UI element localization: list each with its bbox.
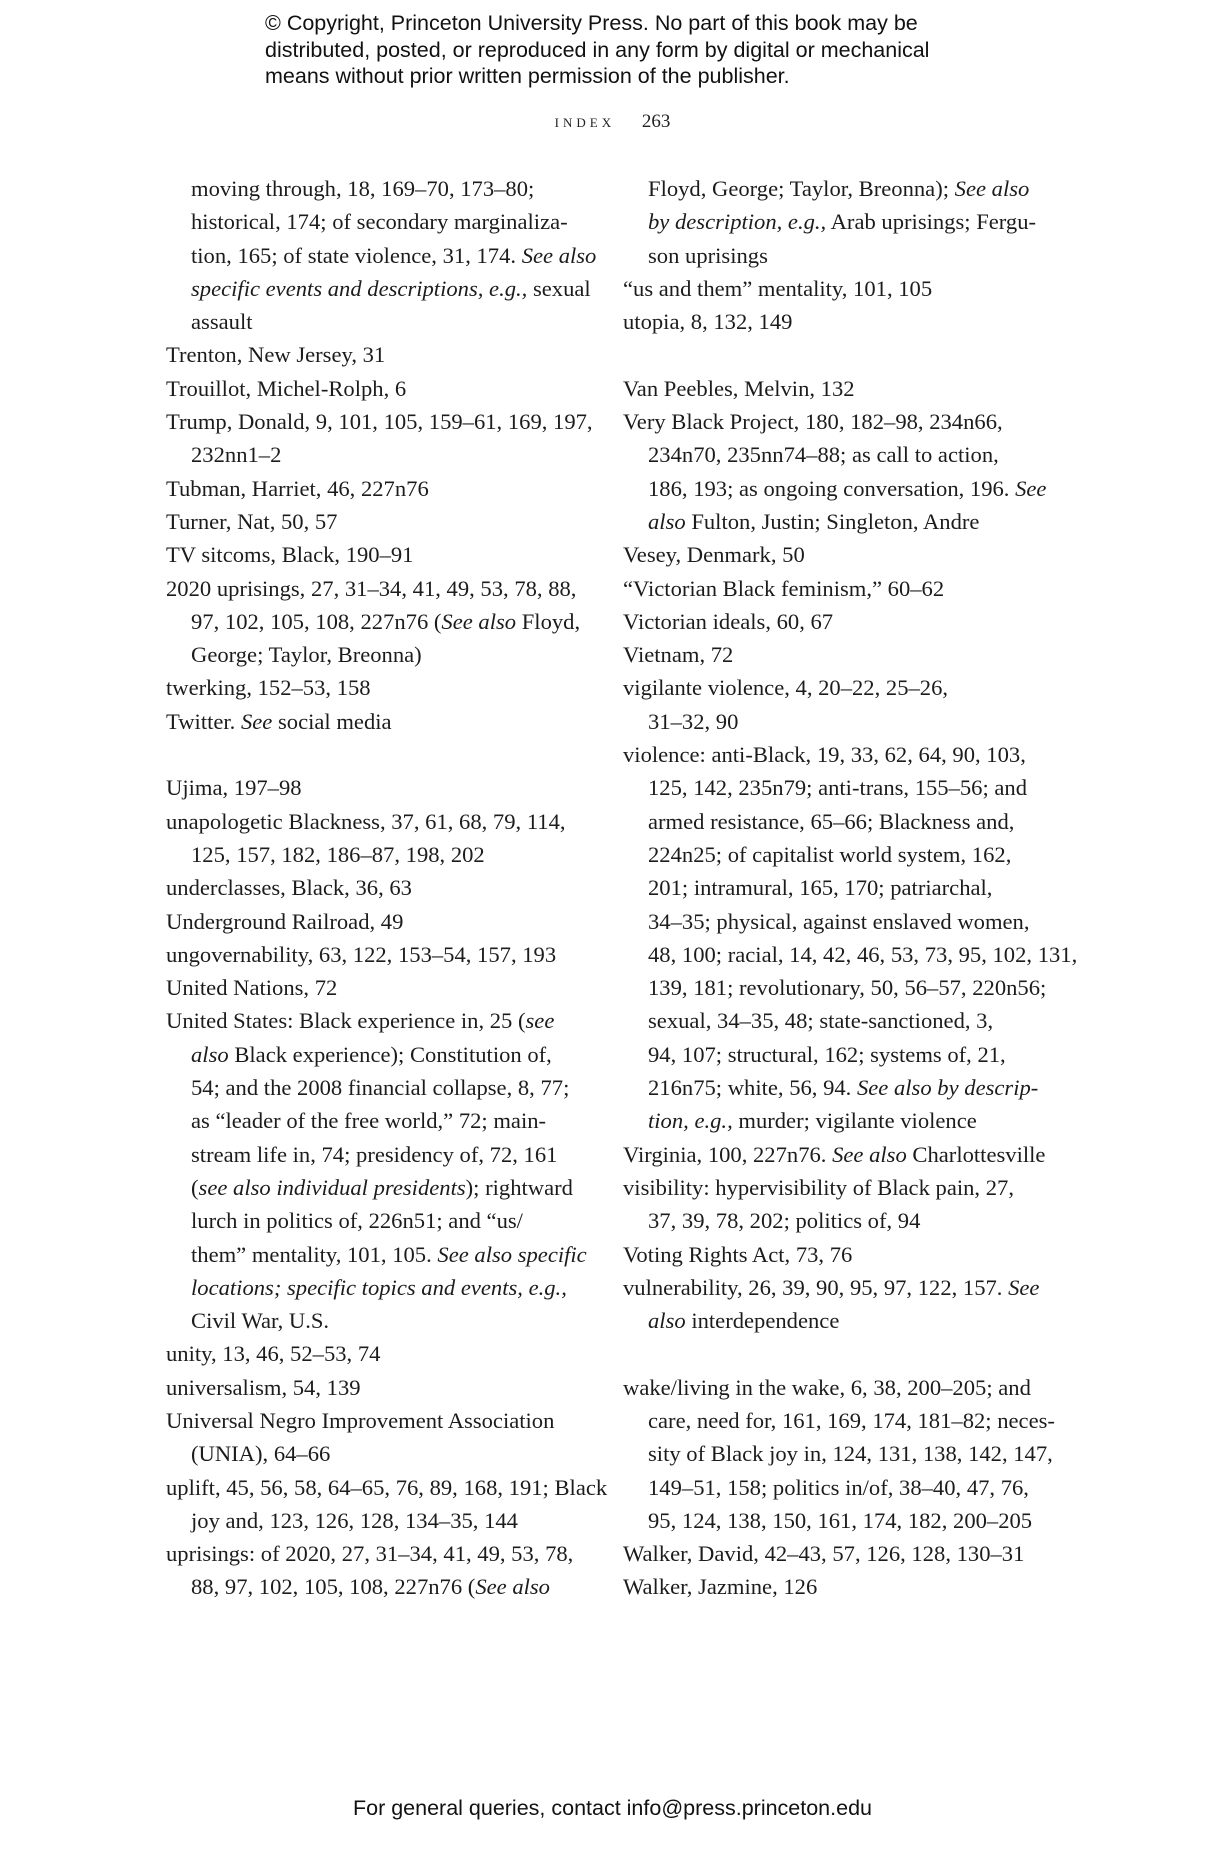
index-entry — [166, 405, 593, 438]
index-entry-continuation — [166, 1071, 586, 1104]
index-entry — [623, 1271, 1043, 1304]
index-entry — [166, 1371, 586, 1404]
index-text: 54; and the 2008 financial collapse, 8, 77; — [191, 1075, 570, 1101]
index-entry — [166, 1471, 608, 1504]
index-spacer — [623, 338, 1043, 371]
copyright-line: means without prior written permission of the publisher. — [265, 64, 790, 88]
index-text: 149–51, 158; politics in/of, 38–40, 47, 76, — [648, 1474, 1029, 1500]
index-text: Turner, Nat, 50, 57 — [166, 508, 338, 534]
index-text: son uprisings — [648, 242, 768, 268]
index-cross-reference: also — [648, 1308, 686, 1334]
index-cross-reference: by description, e.g., — [648, 209, 827, 235]
index-entry-continuation — [623, 1204, 1043, 1237]
index-text: vigilante violence, 4, 20–22, 25–26, — [623, 675, 949, 701]
index-text: Twitter. — [166, 708, 241, 734]
index-text: Arab uprisings; Fergu- — [826, 209, 1037, 235]
index-text: “us and them” mentality, 101, 105 — [623, 275, 933, 301]
footer-contact: For general queries, contact info@press.princeton.edu — [352, 1796, 872, 1820]
index-entry-continuation — [623, 1404, 1055, 1437]
index-entry-continuation — [623, 1038, 1043, 1071]
index-text: Ujima, 197–98 — [166, 775, 302, 801]
index-text: sexual, 34–35, 48; state-sanctioned, 3, — [648, 1008, 994, 1034]
index-entry-continuation — [166, 205, 586, 238]
index-entry-continuation — [166, 272, 591, 305]
index-text: TV sitcoms, Black, 190–91 — [166, 542, 414, 568]
index-text: sity of Black joy in, 124, 131, 138, 142, 147, — [648, 1441, 1053, 1467]
index-entry — [623, 1371, 1043, 1404]
index-entry — [166, 505, 586, 538]
index-entry — [623, 1171, 1043, 1204]
index-entry — [623, 605, 1043, 638]
index-column-right — [623, 172, 1078, 1604]
index-text: 201; intramural, 165, 170; patriarchal, — [648, 875, 993, 901]
index-entry-continuation — [166, 1304, 586, 1337]
index-entry — [623, 572, 1043, 605]
index-text: Van Peebles, Melvin, 132 — [623, 375, 855, 401]
index-cross-reference: See also — [441, 608, 517, 634]
index-entry-continuation — [623, 905, 1043, 938]
index-entry — [623, 1238, 1043, 1271]
index-text: 37, 39, 78, 202; politics of, 94 — [648, 1208, 921, 1234]
index-entry — [623, 1570, 1043, 1603]
index-entry-continuation — [623, 172, 1043, 205]
index-text: 186, 193; as ongoing conversation, 196. — [648, 475, 1016, 501]
index-text: Floyd, George; Taylor, Breonna); — [648, 176, 955, 201]
index-entry-continuation — [166, 1437, 586, 1470]
index-text: universalism, 54, 139 — [166, 1374, 361, 1400]
index-entry-continuation — [166, 1138, 586, 1171]
index-cross-reference: see — [525, 1008, 555, 1034]
index-entry — [166, 938, 586, 971]
index-cross-reference: also — [191, 1041, 229, 1067]
index-text: Trouillot, Michel-Rolph, 6 — [166, 375, 407, 401]
index-cross-reference: See also — [954, 176, 1030, 201]
index-text: Black experience); Constitution of, — [228, 1041, 552, 1067]
index-text: 216n75; white, 56, 94. — [648, 1075, 857, 1101]
index-entry-continuation — [623, 805, 1043, 838]
index-entry — [166, 1404, 586, 1437]
index-entry — [166, 538, 586, 571]
index-text: “Victorian Black feminism,” 60–62 — [623, 575, 945, 601]
index-entry-continuation — [166, 1038, 586, 1071]
copyright-line: © Copyright, Princeton University Press. No part of this book may be — [265, 11, 918, 35]
index-text: uplift, 45, 56, 58, 64–65, 76, 89, 168, 191; Black — [166, 1474, 608, 1500]
index-entry-continuation — [166, 1204, 586, 1237]
index-cross-reference: See also specific — [437, 1241, 587, 1267]
index-entry — [166, 971, 586, 1004]
index-entry — [623, 1537, 1043, 1570]
index-text: historical, 174; of secondary marginaliza- — [191, 209, 568, 235]
index-cross-reference: See — [240, 708, 273, 734]
index-entry — [623, 1138, 1046, 1171]
index-text: sexual — [527, 275, 591, 301]
index-text: utopia, 8, 132, 149 — [623, 309, 793, 335]
index-text: as “leader of the free world,” 72; main- — [191, 1108, 547, 1134]
index-text: Charlottesville — [906, 1141, 1046, 1167]
index-text: United Nations, 72 — [166, 975, 338, 1001]
index-entry-continuation — [623, 505, 1043, 538]
index-text: Voting Rights Act, 73, 76 — [623, 1241, 853, 1267]
index-text: violence: anti-Black, 19, 33, 62, 64, 90, 103, — [623, 742, 1026, 768]
index-entry-continuation — [623, 472, 1047, 505]
index-text: 34–35; physical, against enslaved women, — [648, 908, 1030, 934]
index-entry-continuation — [623, 438, 1043, 471]
index-text: Virginia, 100, 227n76. — [623, 1141, 833, 1167]
index-text: Very Black Project, 180, 182–98, 234n66, — [623, 409, 1003, 435]
index-text: armed resistance, 65–66; Blackness and, — [648, 808, 1015, 834]
index-entry — [166, 771, 586, 804]
index-text: Trump, Donald, 9, 101, 105, 159–61, 169, 197, — [166, 409, 593, 435]
index-entry-continuation — [166, 605, 586, 638]
index-entry-continuation — [166, 305, 586, 338]
index-entry-continuation — [623, 705, 1043, 738]
running-head — [0, 111, 1225, 133]
index-text: joy and, 123, 126, 128, 134–35, 144 — [191, 1507, 518, 1533]
index-cross-reference: See — [1008, 1274, 1040, 1300]
index-entry-continuation — [623, 771, 1043, 804]
index-entry-continuation — [623, 938, 1078, 971]
index-entry-continuation — [623, 1004, 1043, 1037]
index-entry — [623, 538, 1043, 571]
index-cross-reference: see also individual presidents — [198, 1174, 466, 1200]
copyright-notice — [265, 10, 1025, 90]
index-entry-continuation — [166, 638, 586, 671]
index-text: Underground Railroad, 49 — [166, 908, 404, 934]
index-text: 125, 157, 182, 186–87, 198, 202 — [191, 841, 485, 867]
index-text: 125, 142, 235n79; anti-trans, 155–56; and — [648, 775, 1028, 801]
index-text: social media — [272, 708, 392, 734]
index-cross-reference: See also — [521, 242, 597, 268]
index-entry-continuation — [166, 1271, 586, 1304]
index-entry-continuation — [623, 1304, 1043, 1337]
index-text: uprisings: of 2020, 27, 31–34, 41, 49, 53, 78, — [166, 1541, 574, 1567]
index-text: them” mentality, 101, 105. — [191, 1241, 438, 1267]
index-entry-continuation — [166, 172, 586, 205]
index-entry — [166, 871, 586, 904]
index-text: (UNIA), 64–66 — [191, 1441, 331, 1467]
index-text: 95, 124, 138, 150, 161, 174, 182, 200–205 — [648, 1507, 1033, 1533]
index-text: 2020 uprisings, 27, 31–34, 41, 49, 53, 78, 88, — [166, 575, 577, 601]
index-entry — [166, 705, 586, 738]
index-text: 224n25; of capitalist world system, 162, — [648, 841, 1012, 867]
index-entry-continuation — [166, 1504, 586, 1537]
index-text: 48, 100; racial, 14, 42, 46, 53, 73, 95, 102, 131, — [648, 941, 1078, 967]
index-column-left — [166, 172, 608, 1604]
index-text: ungovernability, 63, 122, 153–54, 157, 193 — [166, 941, 557, 967]
index-text: 234n70, 235nn74–88; as call to action, — [648, 442, 999, 468]
index-entry-continuation — [623, 871, 1043, 904]
index-entry — [166, 338, 586, 371]
index-text: Universal Negro Improvement Association — [166, 1407, 555, 1433]
index-text: 97, 102, 105, 108, 227n76 ( — [191, 608, 442, 634]
index-entry-continuation — [623, 1437, 1053, 1470]
index-text: unapologetic Blackness, 37, 61, 68, 79, 114, — [166, 808, 566, 834]
index-entry — [623, 638, 1043, 671]
index-entry-continuation — [623, 205, 1043, 238]
index-text: 31–32, 90 — [648, 708, 739, 734]
index-text: 232nn1–2 — [191, 442, 282, 468]
index-entry — [166, 572, 586, 605]
index-entry — [166, 905, 586, 938]
index-text: Victorian ideals, 60, 67 — [623, 608, 834, 634]
index-text: interdependence — [685, 1308, 840, 1334]
index-cross-reference: See also — [832, 1141, 907, 1167]
index-cross-reference: tion, e.g., — [648, 1108, 733, 1134]
index-text: Vietnam, 72 — [623, 642, 734, 668]
index-entry — [166, 805, 586, 838]
index-entry-continuation — [166, 1238, 586, 1271]
index-cross-reference: also — [648, 508, 686, 534]
index-entry — [623, 305, 1043, 338]
index-entry — [623, 405, 1043, 438]
index-text: moving through, 18, 169–70, 173–80; — [191, 176, 535, 201]
index-entry-continuation — [623, 971, 1047, 1004]
index-entry-continuation — [623, 1071, 1043, 1104]
index-entry-continuation — [166, 1570, 586, 1603]
index-text: care, need for, 161, 169, 174, 181–82; neces- — [648, 1407, 1055, 1433]
index-text: Fulton, Justin; Singleton, Andre — [685, 508, 980, 534]
index-text: United States: Black experience in, 25 ( — [166, 1008, 526, 1034]
index-entry — [166, 1537, 586, 1570]
index-text: ( — [191, 1174, 199, 1200]
index-text: Trenton, New Jersey, 31 — [166, 342, 386, 368]
index-text: Tubman, Harriet, 46, 227n76 — [166, 475, 429, 501]
copyright-line: distributed, posted, or reproduced in any form by digital or mechanical — [265, 37, 930, 62]
index-text: murder; vigilante violence — [732, 1108, 977, 1134]
index-text: 88, 97, 102, 105, 108, 227n76 ( — [191, 1574, 476, 1600]
index-entry-continuation — [166, 239, 597, 272]
index-text: twerking, 152–53, 158 — [166, 675, 371, 701]
index-text: ); rightward — [465, 1174, 573, 1200]
index-entry-continuation — [166, 438, 586, 471]
index-text: Floyd, — [516, 608, 581, 634]
index-text: tion, 165; of state violence, 31, 174. — [191, 242, 522, 268]
index-entry-continuation — [623, 239, 1043, 272]
index-text: vulnerability, 26, 39, 90, 95, 97, 122, 157. — [623, 1274, 1009, 1300]
index-entry — [166, 671, 586, 704]
index-text: lurch in politics of, 226n51; and “us/ — [191, 1208, 523, 1234]
index-text: stream life in, 74; presidency of, 72, 161 — [191, 1141, 558, 1167]
index-text: Civil War, U.S. — [191, 1308, 330, 1334]
index-entry — [166, 472, 586, 505]
index-cross-reference: specific events and descriptions, e.g., — [191, 275, 528, 301]
index-spacer — [623, 1337, 1043, 1370]
index-spacer — [166, 738, 586, 771]
index-text: visibility: hypervisibility of Black pain, 27, — [623, 1174, 1014, 1200]
running-head-label: index — [554, 111, 616, 132]
index-cross-reference: See also by descrip- — [856, 1075, 1039, 1101]
index-text: 94, 107; structural, 162; systems of, 21, — [648, 1041, 1006, 1067]
index-text: George; Taylor, Breonna) — [191, 642, 422, 668]
index-entry — [623, 272, 1043, 305]
index-entry-continuation — [623, 838, 1043, 871]
index-entry — [166, 1337, 586, 1370]
index-entry — [623, 738, 1043, 771]
index-text: Walker, David, 42–43, 57, 126, 128, 130–31 — [623, 1541, 1025, 1567]
index-entry-continuation — [623, 1504, 1043, 1537]
index-cross-reference: locations; specific topics and events, e.g., — [191, 1274, 567, 1300]
index-text: Walker, Jazmine, 126 — [623, 1574, 818, 1600]
page-number: 263 — [641, 111, 671, 132]
index-text: unity, 13, 46, 52–53, 74 — [166, 1341, 381, 1367]
index-text: 139, 181; revolutionary, 50, 56–57, 220n56; — [648, 975, 1047, 1001]
index-entry-continuation — [166, 838, 586, 871]
index-text: Vesey, Denmark, 50 — [623, 542, 805, 568]
index-entry — [166, 372, 586, 405]
index-entry — [623, 372, 1043, 405]
index-entry — [166, 1004, 586, 1037]
index-cross-reference: See also — [475, 1574, 550, 1600]
index-entry-continuation — [623, 1104, 1043, 1137]
index-cross-reference: See — [1015, 475, 1047, 501]
index-entry-continuation — [623, 1471, 1043, 1504]
index-entry — [623, 671, 1043, 704]
index-text: wake/living in the wake, 6, 38, 200–205; and — [623, 1374, 1031, 1400]
index-entry-continuation — [166, 1104, 586, 1137]
index-text: underclasses, Black, 36, 63 — [166, 875, 412, 901]
index-entry-continuation — [166, 1171, 586, 1204]
index-text: assault — [191, 309, 253, 335]
